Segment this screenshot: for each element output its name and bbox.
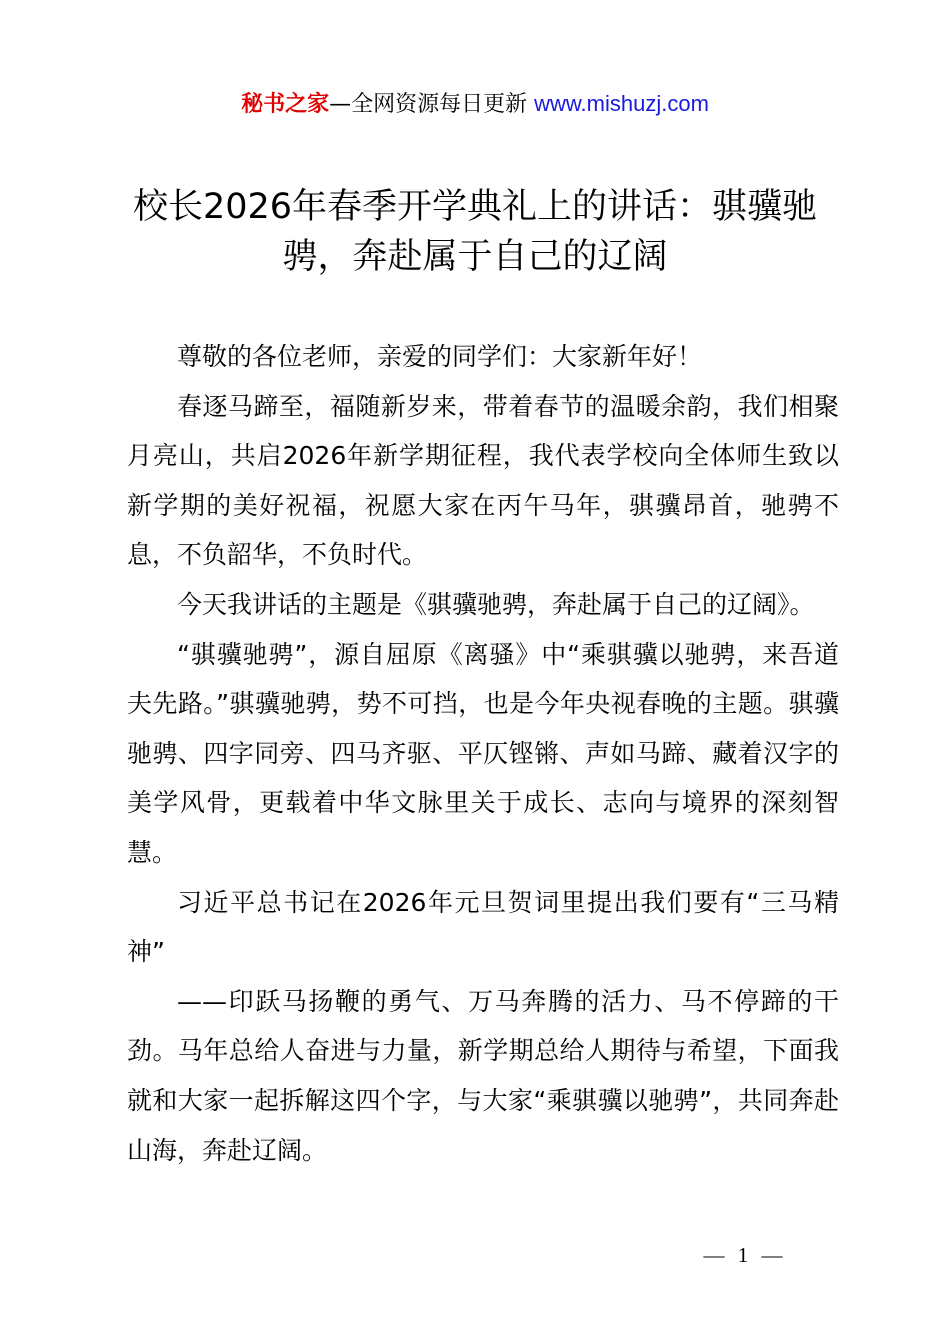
document-body bbox=[127, 332, 839, 1175]
brand-name: 秘书之家 bbox=[241, 92, 330, 117]
paragraph: “骐骥驰骋”，源自屈原《离骚》中“乘骐骥以驰骋，来吾道夫先路。”骐骥驰骋，势不可挡，也是今年央视春晚的主题。骐骥驰骋、四字同旁、四马齐驱、平仄铿锵、声如马蹄、藏着汉字的美学风骨，更载着中华文脉里关于成长、志向与境界的深刻智慧。 bbox=[127, 639, 839, 867]
paragraph: 习近平总书记在2026年元旦贺词里提出我们要有“三马精神” bbox=[127, 887, 839, 967]
paragraph-greeting: 尊敬的各位老师，亲爱的同学们：大家新年好！ bbox=[177, 342, 703, 371]
paragraph: ——印跃马扬鞭的勇气、万马奔腾的活力、马不停蹄的干劲。马年总给人奋进与力量，新学期总给人期待与希望，下面我就和大家一起拆解这四个字，与大家“乘骐骥以驰骋”，共同奔赴山海，奔赴辽阔。 bbox=[127, 986, 839, 1165]
site-url-link[interactable]: www.mishuzj.com bbox=[534, 91, 709, 116]
paragraph: 春逐马蹄至，福随新岁来，带着春节的温暖余韵，我们相聚月亮山，共启2026年新学期征程，我代表学校向全体师生致以新学期的美好祝福，祝愿大家在丙午马年，骐骥昂首，驰骋不息，不负韶华，不负时代。 bbox=[127, 391, 839, 570]
site-header bbox=[0, 88, 950, 121]
header-tagline: —全网资源每日更新 bbox=[329, 92, 535, 117]
paragraph-theme: 今天我讲话的主题是《骐骥驰骋，奔赴属于自己的辽阔》。 bbox=[177, 589, 815, 619]
page-number: — 1 — bbox=[703, 1243, 787, 1267]
document-title: 校长2026年春季开学典礼上的讲话：骐骥驰骋，奔赴属于自己的辽阔 bbox=[132, 187, 818, 277]
